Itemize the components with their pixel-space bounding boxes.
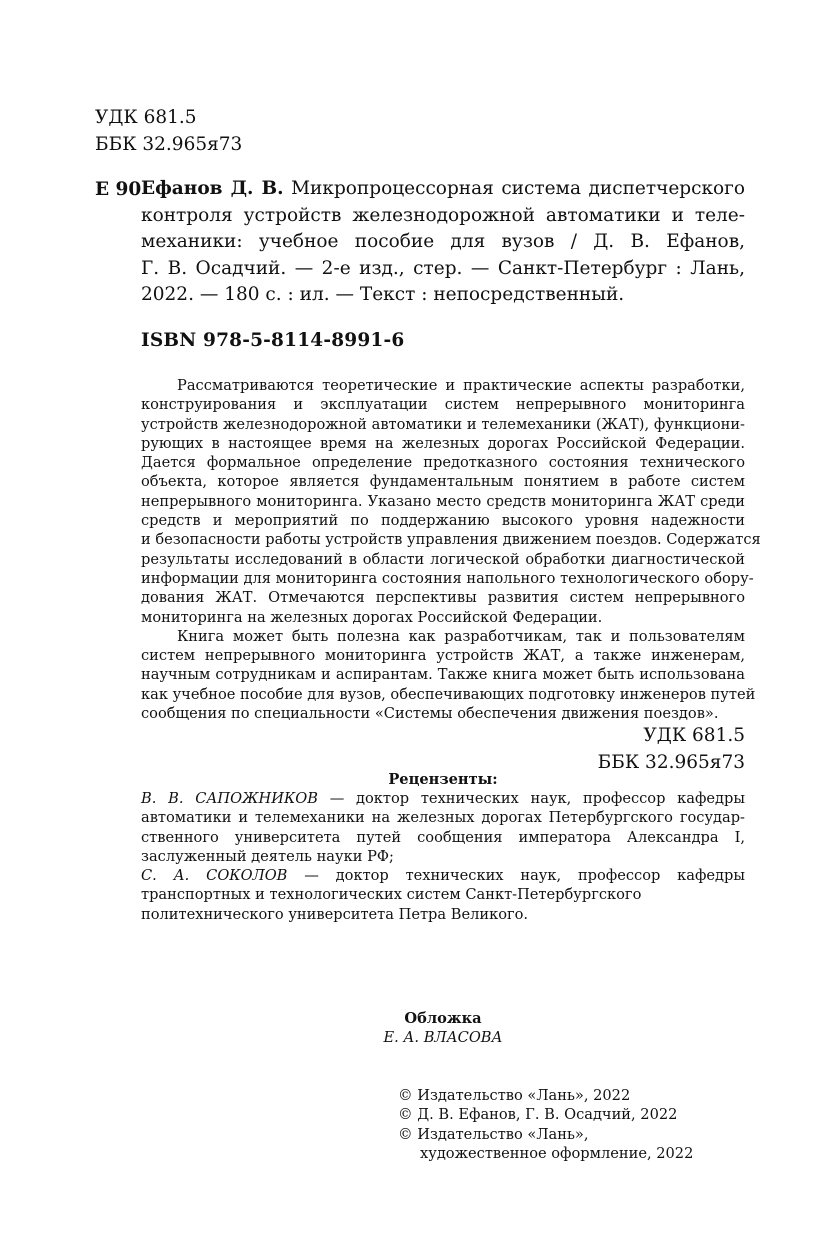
bibliographic-description [141,176,745,309]
udk-code: УДК 681.5 [95,107,197,128]
copyright-line: © Издательство «Лань», 2022 [398,1087,631,1104]
reviewers-list [141,789,745,924]
bbk-code: ББК 32.965я73 [95,134,243,155]
copyright-block [398,1086,693,1163]
reviewers-heading: Рецензенты: [388,771,498,788]
annotation-line: и безопасности работы устройств управления движением поездов. Содержатся [141,531,761,549]
biblio-line: Ефанов Д. В. Микропроцессорная система диспетчерского [141,178,745,199]
annotation-line: Дается формальное определение предотказного состояния технического [141,454,745,472]
annotation-line: сообщения по специальности «Системы обеспечения движения поездов». [141,705,719,723]
bbk-code: ББК 32.965я73 [597,752,745,773]
cover-heading: Обложка [404,1010,482,1027]
reviewer-line: ственного университета путей сообщения императора Александра I, [141,828,745,846]
author-name: Ефанов Д. В. [141,178,284,199]
udk-code: УДК 681.5 [643,725,745,746]
biblio-line: контроля устройств железнодорожной автоматики и теле- [141,204,745,226]
reviewer-line: В. В. САПОЖНИКОВ — доктор технических наук, профессор кафедры [141,790,745,807]
reviewer-line: транспортных и технологических систем Санкт-Петербургского [141,886,642,904]
copyright-line: © Д. В. Ефанов, Г. В. Осадчий, 2022 [398,1106,678,1124]
author-mark: Е 90 [95,179,142,200]
annotation [141,376,761,723]
annotation-line: как учебное пособие для вузов, обеспечивающих подготовку инженеров путей [141,685,756,703]
annotation-line: систем непрерывного мониторинга устройств ЖАТ, а также инженерам, [141,647,745,665]
udk-bbk-block-right [520,722,745,776]
reviewer-name: В. В. САПОЖНИКОВ [141,790,318,807]
copyright-line: © Издательство «Лань», [398,1125,589,1143]
biblio-line: Г. В. Осадчий. — 2-е изд., стер. — Санкт-Петербург : Лань, [141,257,745,279]
reviewer-line: заслуженный деятель науки РФ; [141,847,394,865]
annotation-line: устройств железнодорожной автоматики и телемеханики (ЖАТ), функциони- [141,415,745,433]
annotation-line: непрерывного мониторинга. Указано место средств мониторинга ЖАТ среди [141,492,745,510]
reviewer-line: автоматики и телемеханики на железных дорогах Петербургского государ- [141,809,745,827]
cover-designer: Е. А. ВЛАСОВА [383,1029,503,1046]
annotation-line: Рассматриваются теоретические и практические аспекты разработки, [177,377,745,394]
annotation-line: Книга может быть полезна как разработчикам, так и пользователям [177,627,745,645]
annotation-line: конструирования и эксплуатации систем непрерывного мониторинга [141,396,745,414]
udk-bbk-block-top [95,104,242,158]
annotation-line: рующих в настоящее время на железных дорогах Российской Федерации. [141,434,745,452]
biblio-line: 2022. — 180 с. : ил. — Текст : непосредственный. [141,284,625,305]
reviewer-line: С. А. СОКОЛОВ — доктор технических наук, профессор кафедры [141,867,745,885]
reviewer-name: С. А. СОКОЛОВ [141,867,288,885]
annotation-line: информации для мониторинга состояния напольного технологического обору- [141,569,754,587]
annotation-line: результаты исследований в области логической обработки диагностической [141,550,745,568]
isbn: ISBN 978-5-8114-8991-6 [141,330,405,351]
copyright-line: художественное оформление, 2022 [420,1144,694,1162]
annotation-line: научным сотрудникам и аспирантам. Также книга может быть использована [141,666,745,684]
reviewer-line: политехнического университета Петра Великого. [141,905,529,923]
annotation-line: средств и мероприятий по поддержанию высокого уровня надежности [141,512,745,530]
annotation-line: дования ЖАТ. Отмечаются перспективы развития систем непрерывного [141,589,745,607]
annotation-line: мониторинга на железных дорогах Российской Федерации. [141,608,603,626]
annotation-line: объекта, которое является фундаментальным понятием в работе систем [141,473,745,491]
biblio-line: механики: учебное пособие для вузов / Д. В. Ефанов, [141,231,745,252]
